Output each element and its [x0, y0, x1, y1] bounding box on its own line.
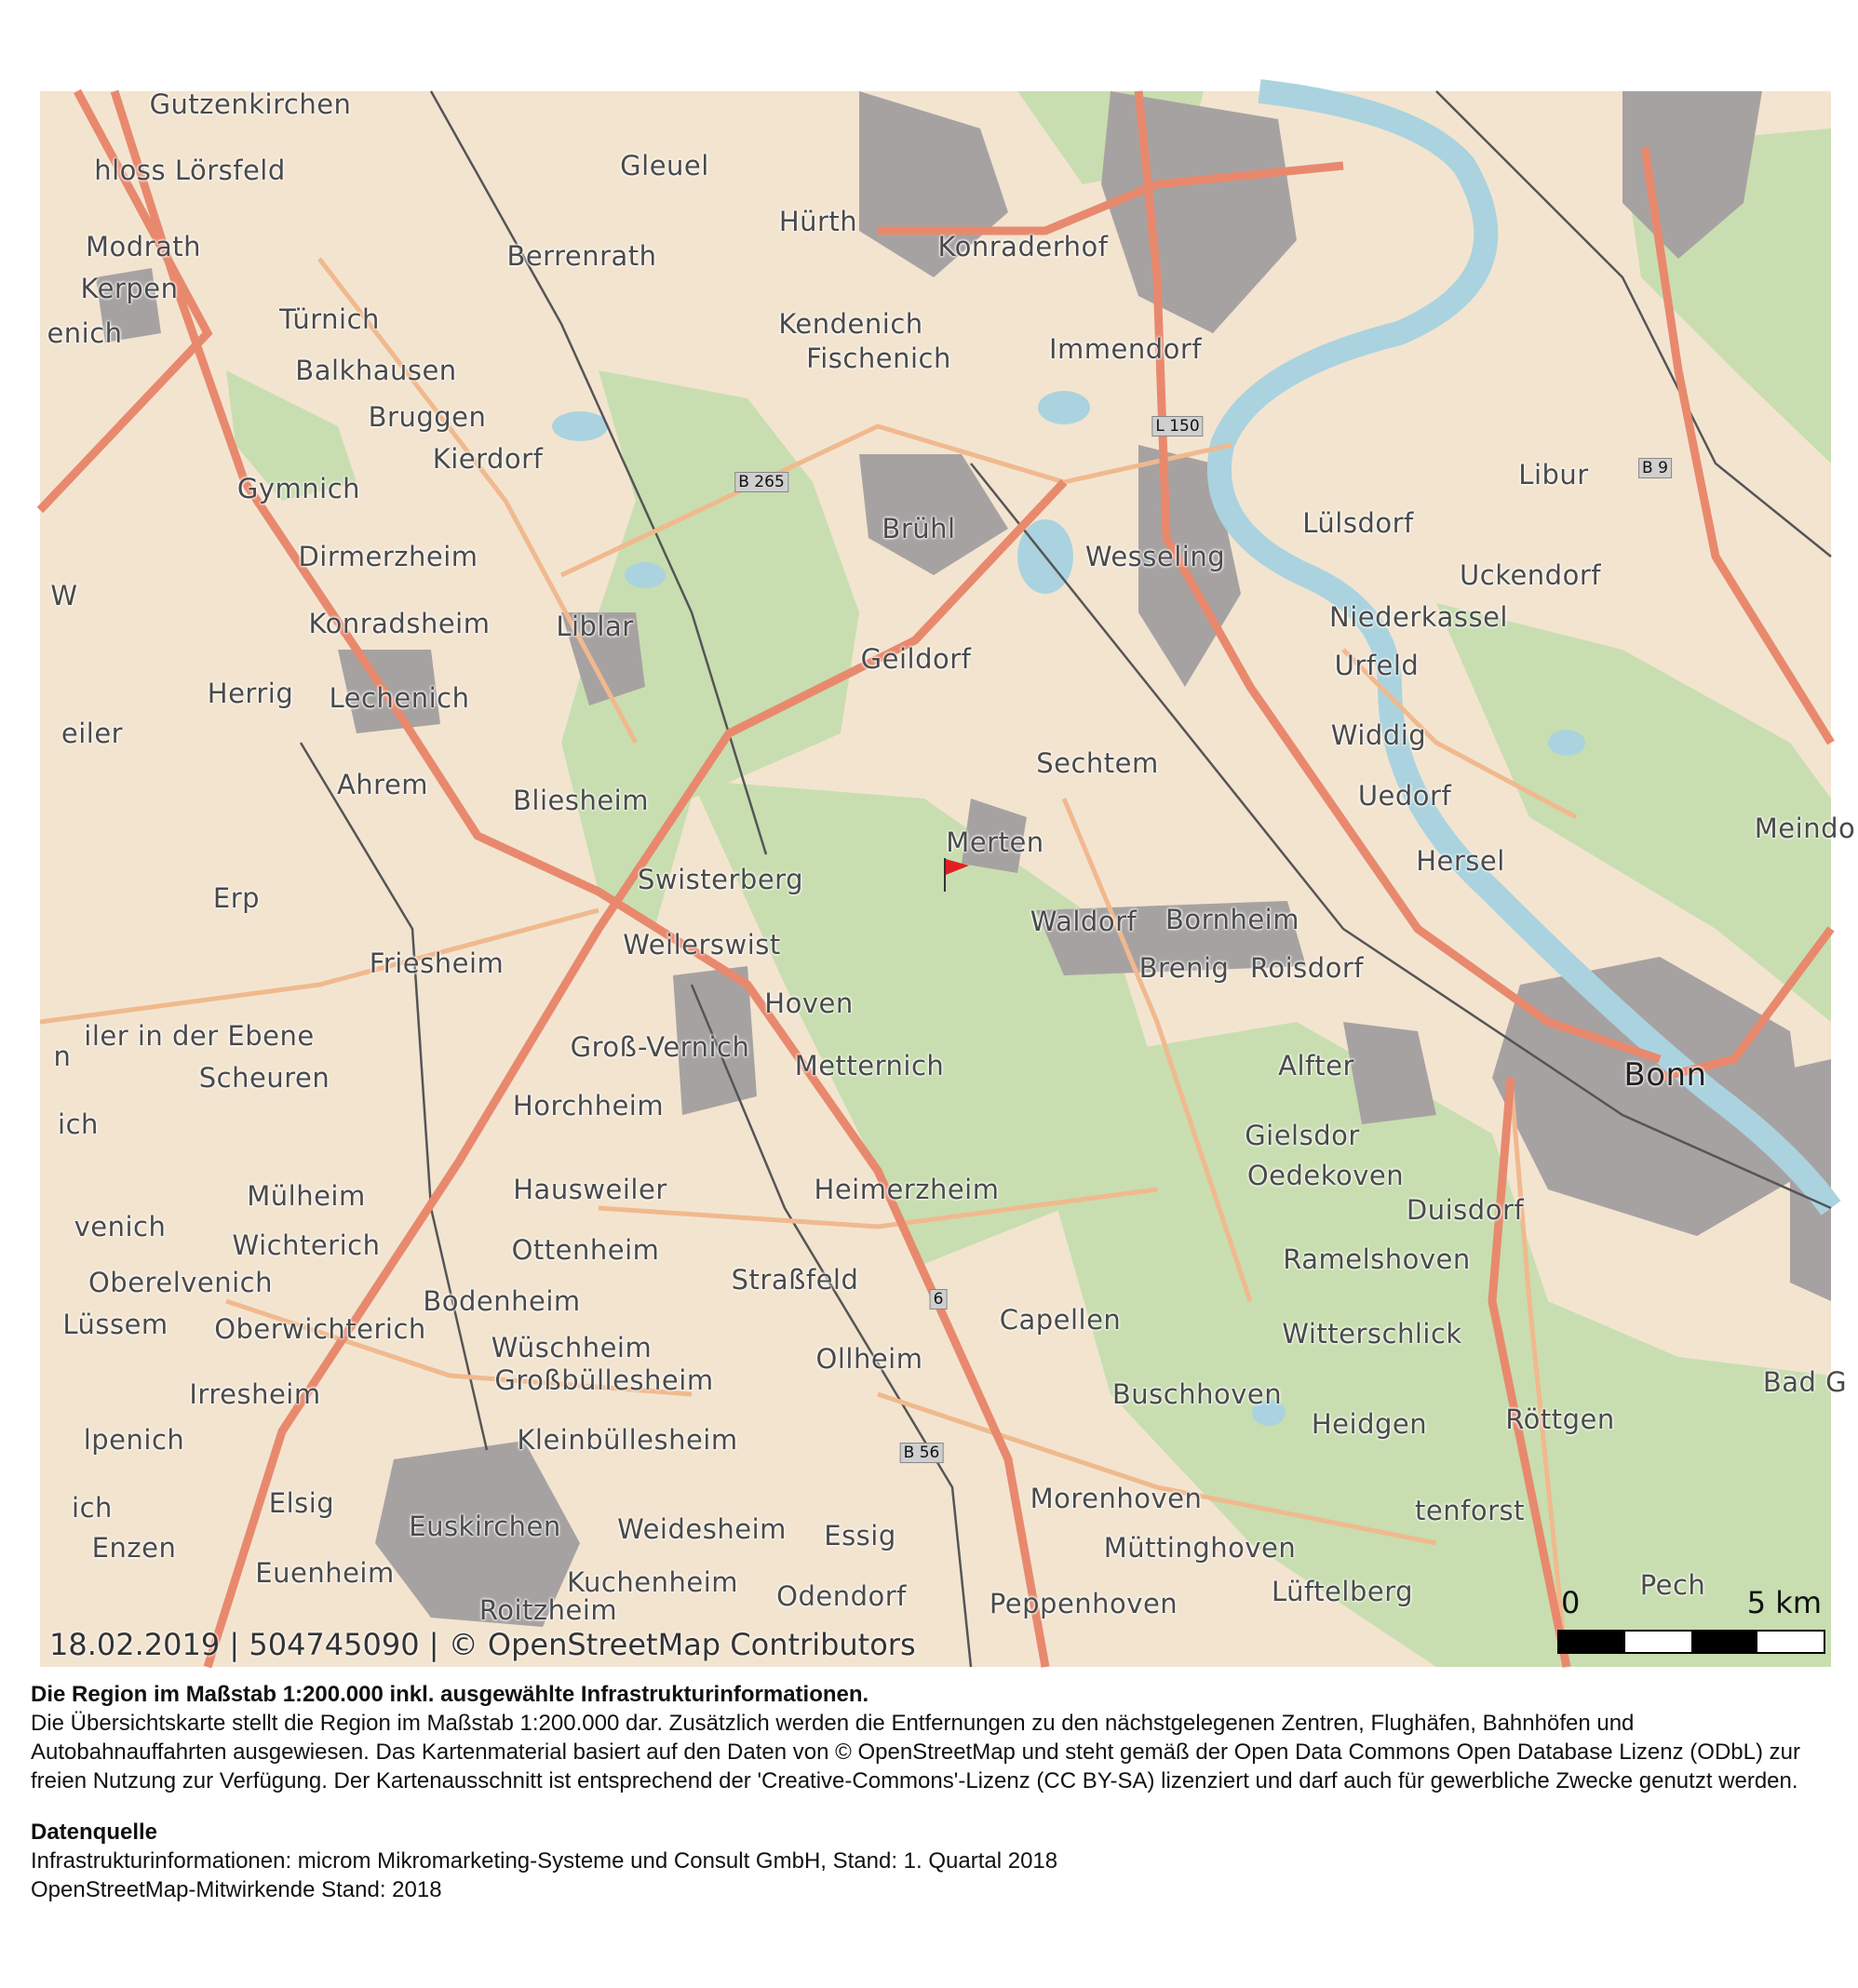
place-label: Hoven — [764, 987, 854, 1019]
caption-body: Die Übersichtskarte stellt die Region im Maßstab 1:200.000 dar. Zusätzlich werden die Entfernungen zu den nächstgelegenen Zentren, Flughäfen, Bahnhöfen und Autobahnauffahrten ausgewiesen. Das Kartenmaterial basiert auf den Daten von © OpenStreetMap und steht gemäß der Open Data Commons Open Database Lizenz (ODbL) zur freien Nutzung zur Verfügung. Der Kartenausschnitt ist entsprechend der 'Creative-Commons'-Lizenz (CC BY-SA) lizenziert und darf auch für gewerbliche Zwecke genutzt werden. — [31, 1711, 1800, 1793]
place-label: Müttinghoven — [1103, 1532, 1297, 1564]
place-label: Friesheim — [369, 947, 505, 979]
place-label: Röttgen — [1505, 1404, 1615, 1435]
place-label: Straßfeld — [731, 1264, 859, 1296]
place-label: Widdig — [1330, 719, 1427, 751]
scale-end-label: 5 km — [1746, 1585, 1822, 1620]
place-label: venich — [74, 1211, 167, 1242]
place-label: Gielsdor — [1245, 1120, 1360, 1151]
place-label: Erp — [212, 882, 261, 914]
place-label: Liblar — [556, 611, 634, 642]
place-label: Ollheim — [815, 1343, 923, 1375]
place-label: Heimerzheim — [814, 1174, 1000, 1205]
place-label: enich — [47, 317, 123, 349]
place-label: Berrenrath — [506, 240, 657, 272]
place-label: Bonn — [1623, 1056, 1707, 1094]
place-label: Bad G — [1762, 1366, 1848, 1398]
place-label: Ramelshoven — [1283, 1243, 1471, 1275]
place-label: Konraderhof — [937, 231, 1109, 262]
place-label: Lechenich — [329, 682, 470, 714]
place-label: Konradsheim — [308, 608, 491, 639]
place-label: Herrig — [207, 678, 294, 709]
place-label: Weilerswist — [623, 929, 781, 960]
source-line-1: Infrastrukturinformationen: microm Mikromarketing-Systeme und Consult GmbH, Stand: 1. Quartal 2018 — [31, 1848, 1058, 1874]
source-heading: Datenquelle — [31, 1820, 158, 1845]
road-shield: B 56 — [900, 1443, 944, 1463]
place-label: Witterschlick — [1282, 1318, 1462, 1350]
place-label: Bliesheim — [513, 785, 649, 816]
place-label: Oberwichterich — [214, 1313, 426, 1345]
place-label: n — [53, 1041, 72, 1072]
place-label: ich — [58, 1108, 99, 1140]
place-label: Scheuren — [198, 1062, 330, 1094]
place-label: Brühl — [882, 513, 956, 544]
scale-start-label: 0 — [1561, 1585, 1581, 1620]
place-label: Uedorf — [1357, 780, 1452, 812]
location-flag-icon[interactable] — [941, 856, 975, 893]
place-label: Niederkassel — [1329, 601, 1508, 633]
road-shield: 6 — [930, 1289, 948, 1310]
place-label: Essig — [824, 1520, 896, 1551]
source-line-2: OpenStreetMap-Mitwirkende Stand: 2018 — [31, 1877, 442, 1902]
place-label: Enzen — [91, 1532, 177, 1564]
place-label: Roisdorf — [1249, 952, 1365, 984]
place-label: Irresheim — [189, 1378, 321, 1410]
place-label: Horchheim — [512, 1090, 665, 1122]
place-label: Gleuel — [620, 150, 709, 181]
place-label: Heidgen — [1311, 1408, 1428, 1440]
place-label: Bornheim — [1165, 904, 1299, 935]
place-label: Lüssem — [62, 1309, 168, 1340]
place-label: Sechtem — [1036, 747, 1159, 779]
place-label: Großbüllesheim — [494, 1364, 714, 1396]
place-label: Euskirchen — [409, 1511, 561, 1542]
place-label: Meindo — [1754, 813, 1856, 844]
place-label: iler in der Ebene — [84, 1020, 315, 1052]
place-label: Hausweiler — [513, 1174, 667, 1205]
place-label: Wichterich — [232, 1229, 381, 1261]
caption-title: Die Region im Maßstab 1:200.000 inkl. ausgewählte Infrastrukturinformationen. — [31, 1682, 869, 1707]
place-label: Kierdorf — [432, 443, 544, 475]
place-label: Elsig — [268, 1487, 335, 1519]
place-label: Kuchenheim — [566, 1566, 739, 1598]
place-label: Gutzenkirchen — [149, 88, 352, 120]
place-label: Buschhoven — [1111, 1378, 1283, 1410]
place-label: Roitzheim — [478, 1594, 618, 1626]
place-label: Duisdorf — [1406, 1194, 1525, 1226]
place-label: Mülheim — [247, 1180, 366, 1212]
place-label: Capellen — [999, 1304, 1122, 1336]
place-label: Weidesheim — [617, 1513, 787, 1545]
place-label: W — [50, 580, 78, 611]
place-label: Türnich — [279, 303, 380, 335]
map-caption — [31, 1680, 1827, 1904]
place-label: Merten — [946, 826, 1044, 858]
road-shield: B 9 — [1638, 458, 1672, 478]
place-label: ich — [72, 1492, 113, 1524]
place-label: Urfeld — [1334, 650, 1420, 681]
place-label: Waldorf — [1030, 906, 1138, 937]
place-label: Lülsdorf — [1302, 507, 1414, 539]
place-label: Uckendorf — [1460, 559, 1601, 591]
place-label: Lüftelberg — [1271, 1576, 1414, 1607]
place-label: Fischenich — [806, 343, 951, 374]
place-label: Wüschheim — [491, 1332, 653, 1363]
place-label: Modrath — [85, 231, 202, 262]
place-label: Immendorf — [1048, 333, 1203, 365]
place-label: lpenich — [83, 1424, 185, 1456]
place-label: Kerpen — [80, 273, 179, 304]
place-label: Hürth — [778, 206, 858, 237]
place-label: Euenheim — [255, 1557, 395, 1589]
place-label: Hersel — [1416, 845, 1505, 877]
place-label: hloss Lörsfeld — [94, 154, 286, 186]
place-label: Morenhoven — [1030, 1483, 1203, 1514]
place-label: Dirmerzheim — [298, 541, 478, 572]
place-label: tenforst — [1415, 1495, 1525, 1526]
place-label: Bruggen — [368, 401, 487, 433]
place-label: Kendenich — [778, 308, 923, 340]
place-label: Peppenhoven — [989, 1588, 1178, 1619]
place-label: Geildorf — [860, 643, 972, 675]
place-label: Balkhausen — [295, 355, 457, 386]
place-label: Pech — [1639, 1569, 1706, 1601]
place-label: eiler — [61, 718, 124, 749]
place-label: Libur — [1518, 459, 1589, 490]
road-shield: B 265 — [734, 472, 788, 492]
place-label: Brenig — [1138, 952, 1230, 984]
place-label: Ahrem — [336, 769, 429, 800]
place-label: Kleinbüllesheim — [517, 1424, 738, 1456]
scale-bar — [1557, 1585, 1827, 1659]
place-label: Oberelvenich — [88, 1267, 274, 1298]
place-label: Bodenheim — [423, 1285, 581, 1317]
place-label: Gymnich — [236, 473, 361, 504]
map-stamp: 18.02.2019 | 504745090 | © OpenStreetMap Contributors — [49, 1627, 916, 1662]
place-label: Alfter — [1278, 1050, 1354, 1081]
place-label: Swisterberg — [638, 864, 803, 895]
place-label: Odendorf — [776, 1580, 907, 1612]
map-canvas[interactable] — [40, 88, 1856, 1667]
scale-bar-graphic — [1557, 1630, 1825, 1654]
place-label: Metternich — [794, 1050, 945, 1081]
place-label: Oedekoven — [1246, 1160, 1405, 1191]
road-shield: L 150 — [1151, 416, 1203, 437]
place-label: Wesseling — [1084, 541, 1226, 572]
place-label: Ottenheim — [511, 1234, 660, 1266]
place-label: Groß-Vernich — [570, 1031, 750, 1063]
